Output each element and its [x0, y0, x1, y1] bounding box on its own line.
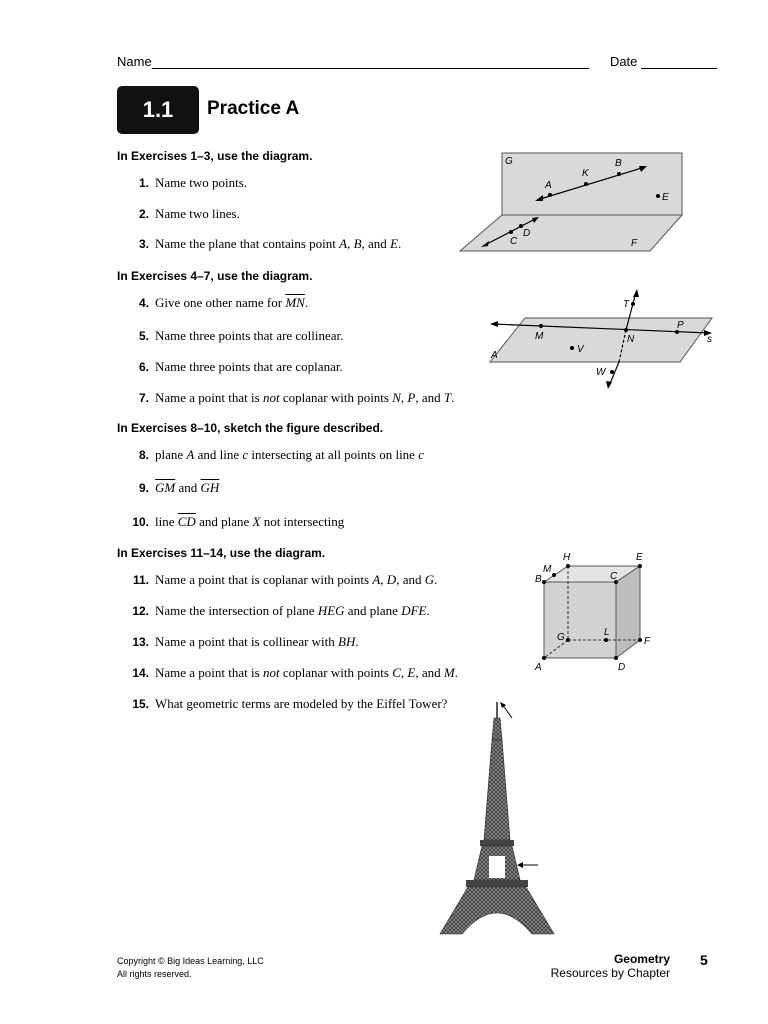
point-f — [638, 638, 642, 642]
exercise-15: 15. What geometric terms are modeled by the Eiffel Tower? — [132, 696, 448, 711]
arrow-head — [490, 321, 498, 327]
exercise-7: 7. Name a point that is not coplanar with points N, P, and T. — [138, 390, 455, 405]
cube-right-face — [616, 566, 640, 658]
point-g — [566, 638, 570, 642]
point-b — [542, 580, 546, 584]
exercise-2: 2. Name two lines. — [138, 206, 240, 221]
exercise-11: 11. Name a point that is coplanar with points A, D, and G. — [132, 572, 438, 587]
date-label: Date — [609, 54, 638, 69]
point-a — [548, 193, 552, 197]
label-f: F — [644, 636, 651, 647]
exercise-5: 5. Name three points that are collinear. — [138, 328, 344, 343]
point-v — [570, 346, 574, 350]
label-m: M — [543, 564, 552, 575]
planes-diagram-1 — [455, 148, 687, 256]
label-n: N — [627, 334, 635, 345]
point-l — [604, 638, 608, 642]
point-w — [610, 370, 614, 374]
label-p: P — [677, 320, 684, 331]
label-g: G — [505, 156, 513, 167]
eiffel-tower-image — [436, 700, 560, 938]
label-w: W — [596, 367, 606, 378]
tower-base — [440, 887, 554, 934]
section-badge: 1.1 — [117, 86, 199, 134]
date-underline — [641, 54, 717, 69]
section-heading-3: In Exercises 8–10, sketch the figure described. — [117, 421, 384, 435]
label-a: A — [535, 662, 542, 673]
exercise-6: 6. Name three points that are coplanar. — [138, 359, 343, 374]
name-field — [117, 54, 717, 69]
point-t — [631, 302, 635, 306]
label-a: A — [545, 180, 552, 191]
tower-upper — [484, 740, 510, 840]
point-e — [638, 564, 642, 568]
arrow-head — [633, 289, 639, 297]
exercise-10: 10. line $\overline{CD}$ and plane X not intersecting — [132, 514, 345, 529]
point-e — [656, 194, 660, 198]
arrow-head — [517, 862, 523, 868]
label-a: A — [491, 350, 498, 361]
point-c — [509, 230, 513, 234]
label-c: C — [510, 236, 518, 247]
name-underline — [152, 54, 589, 69]
label-d: D — [523, 228, 531, 239]
label-g: G — [557, 632, 565, 643]
point-h — [566, 564, 570, 568]
exercise-12: 12. Name the intersection of plane HEG and plane DFE. — [132, 603, 430, 618]
section-heading-2: In Exercises 4–7, use the diagram. — [117, 269, 313, 283]
label-d: D — [618, 662, 626, 673]
section-heading-4: In Exercises 11–14, use the diagram. — [117, 546, 326, 560]
label-b: B — [615, 158, 622, 169]
book-title: Geometry Resources by Chapter — [550, 952, 670, 980]
point-m — [539, 324, 543, 328]
point-d — [614, 656, 618, 660]
label-k: K — [582, 168, 589, 179]
page-title: Practice A — [207, 98, 300, 119]
page-number: 5 — [700, 952, 708, 968]
label-h: H — [563, 552, 571, 563]
section-heading-1: In Exercises 1–3, use the diagram. — [117, 149, 313, 163]
tower-top — [492, 718, 502, 740]
second-platform — [480, 840, 514, 846]
arrow-head — [606, 381, 612, 389]
arrow-head — [500, 702, 506, 708]
point-a — [542, 656, 546, 660]
label-t: T — [623, 299, 630, 310]
exercise-8: 8. plane A and line c intersecting at all points on line c — [138, 447, 424, 462]
label-f: F — [631, 238, 638, 249]
label-c: C — [610, 571, 618, 582]
plane-g — [502, 153, 682, 215]
label-e: E — [662, 192, 669, 203]
exercise-13: 13. Name a point that is collinear with BH. — [132, 634, 359, 649]
point-m — [552, 573, 556, 577]
point-k — [584, 182, 588, 186]
label-b: B — [535, 574, 542, 585]
copyright-notice: Copyright © Big Ideas Learning, LLC All rights reserved. — [117, 956, 264, 979]
exercise-14: 14. Name a point that is not coplanar with points C, E, and M. — [132, 665, 458, 680]
cube-diagram — [530, 548, 660, 674]
label-m: M — [535, 331, 544, 342]
name-label: Name — [117, 54, 152, 69]
exercise-1: 1. Name two points. — [138, 175, 248, 190]
middle-opening — [489, 856, 505, 878]
exercise-9: 9. $\overline{GM}$ and $\overline{GH}$ — [138, 480, 220, 495]
label-v: V — [577, 344, 584, 355]
label-s: s — [707, 334, 712, 345]
label-e: E — [636, 552, 643, 563]
point-b — [617, 172, 621, 176]
plane-f — [460, 215, 682, 251]
exercise-3: 3. Name the plane that contains point A, B, and E. — [138, 236, 402, 251]
cube-front-face — [544, 582, 616, 658]
label-l: L — [604, 627, 610, 638]
plane-diagram-2 — [485, 286, 717, 392]
first-platform — [466, 880, 528, 887]
exercise-4: 4. Give one other name for $\overline{MN}$. — [138, 295, 309, 310]
